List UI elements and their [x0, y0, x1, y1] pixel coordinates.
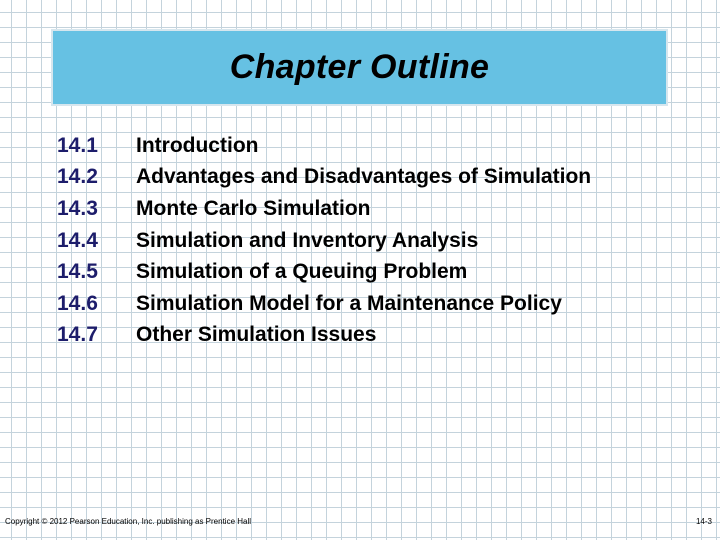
section-number: 14.3: [57, 196, 98, 220]
section-title: Advantages and Disadvantages of Simulation: [136, 165, 592, 189]
section-number: 14.7: [57, 323, 98, 347]
outline-item: [57, 225, 697, 257]
outline-item: [57, 256, 697, 288]
section-title: Simulation and Inventory Analysis: [136, 228, 479, 252]
section-title: Monte Carlo Simulation: [136, 196, 371, 220]
section-number: 14.5: [57, 260, 98, 284]
section-title: Simulation of a Queuing Problem: [136, 260, 468, 284]
slide-title: Chapter Outline: [229, 48, 490, 86]
section-number: 14.2: [57, 165, 98, 189]
chapter-outline-list: [57, 130, 697, 351]
outline-item: [57, 320, 697, 352]
section-title: Other Simulation Issues: [136, 323, 377, 347]
section-number: 14.6: [57, 291, 98, 315]
outline-item: [57, 288, 697, 320]
page-number: 14-3: [695, 517, 712, 526]
section-number: 14.4: [57, 228, 98, 252]
title-banner: [51, 29, 668, 106]
section-number: 14.1: [57, 133, 98, 157]
outline-item: [57, 193, 697, 225]
footer-copyright: Copyright © 2012 Pearson Education, Inc. publishing as Prentice Hall: [5, 517, 252, 526]
section-title: Simulation Model for a Maintenance Policy: [136, 291, 562, 315]
outline-item: [57, 162, 697, 194]
outline-item: [57, 130, 697, 162]
section-title: Introduction: [136, 133, 259, 157]
